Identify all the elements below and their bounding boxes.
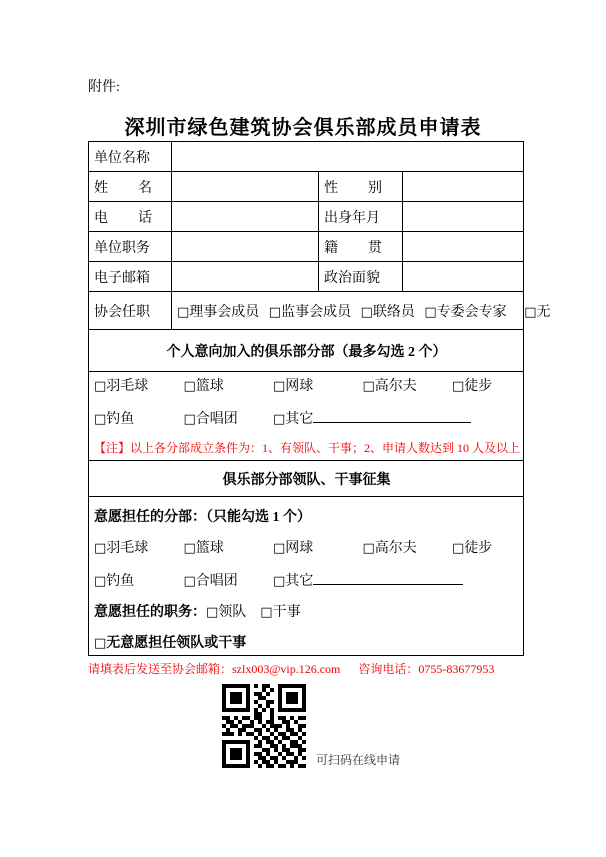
checkbox-option-officer[interactable]: □干事 <box>260 605 301 620</box>
association-email: szlx003@vip.126.com <box>232 662 341 676</box>
other-fill-in-blank[interactable] <box>313 408 471 423</box>
birth-value[interactable] <box>403 202 524 232</box>
page-title: 深圳市绿色建筑协会俱乐部成员申请表 <box>124 117 482 139</box>
unit-name-value[interactable] <box>172 142 524 172</box>
checkbox-option-none[interactable]: □无 <box>524 304 551 320</box>
birth-label: 出身年月 <box>319 202 403 232</box>
leader-branch-label: 意愿担任的分部：（只能勾选 1 个） <box>94 510 311 525</box>
send-instruction: 请填表后发送至协会邮箱： <box>88 662 233 676</box>
phone-label: 电话 <box>94 210 152 226</box>
table-row <box>89 232 524 262</box>
checkbox-option-golf[interactable]: □高尔夫 <box>362 378 417 394</box>
checkbox-option-hiking[interactable]: □徒步 <box>452 378 493 394</box>
checkbox-option-supervisor[interactable]: □监事会成员 <box>268 304 352 320</box>
application-form-table <box>88 141 551 656</box>
checkbox-option-basketball[interactable]: □篮球 <box>183 541 224 556</box>
qr-section <box>222 684 400 768</box>
checkbox-icon: □ <box>273 411 286 427</box>
checkbox-option-leader[interactable]: □领队 <box>206 605 247 620</box>
phone-value[interactable] <box>172 202 319 232</box>
checkbox-icon: □ <box>452 378 465 394</box>
section-join-header: 个人意向加入的俱乐部分部（最多勾选 2 个） <box>89 330 524 372</box>
checkbox-option-other[interactable]: □其它 <box>273 411 314 427</box>
table-row <box>89 497 524 656</box>
gender-label: 性别 <box>324 180 382 196</box>
checkbox-option-expert[interactable]: □专委会专家 <box>424 304 507 320</box>
unit-name-label: 单位名称 <box>89 142 172 172</box>
section-leader-header: 俱乐部分部领队、干事征集 <box>89 461 524 497</box>
leader-options-row2 <box>94 570 519 591</box>
checkbox-icon: □ <box>362 378 375 394</box>
checkbox-icon: □ <box>362 541 375 556</box>
checkbox-option-choir[interactable]: □合唱团 <box>183 411 238 427</box>
name-label: 姓名 <box>94 180 152 196</box>
table-row <box>89 262 524 292</box>
checkbox-icon: □ <box>94 574 107 589</box>
checkbox-option-choir[interactable]: □合唱团 <box>183 574 238 589</box>
checkbox-icon: □ <box>177 304 190 320</box>
checkbox-option-other[interactable]: □其它 <box>273 574 314 589</box>
checkbox-option-badminton[interactable]: □羽毛球 <box>94 378 149 394</box>
checkbox-option-fishing[interactable]: □钓鱼 <box>94 411 135 427</box>
checkbox-icon: □ <box>206 605 219 620</box>
checkbox-icon: □ <box>424 304 437 320</box>
table-row <box>89 142 524 172</box>
unit-title-label: 单位职务 <box>89 232 172 262</box>
checkbox-icon: □ <box>268 304 282 320</box>
other-fill-in-blank[interactable] <box>313 570 463 585</box>
footer-contact-line <box>88 660 558 677</box>
checkbox-icon: □ <box>183 411 196 427</box>
leader-options-row1 <box>94 539 519 558</box>
table-row <box>89 202 524 232</box>
checkbox-icon: □ <box>452 541 465 556</box>
table-row <box>89 292 524 330</box>
checkbox-icon: □ <box>524 304 537 320</box>
qr-caption: 可扫码在线申请 <box>316 753 401 767</box>
gender-value[interactable] <box>403 172 524 202</box>
checkbox-option-tennis[interactable]: □网球 <box>273 378 314 394</box>
email-label: 电子邮箱 <box>89 262 172 292</box>
attachment-label: 附件: <box>88 80 120 95</box>
join-options-row1 <box>94 377 519 396</box>
political-value[interactable] <box>403 262 524 292</box>
checkbox-icon: □ <box>183 541 196 556</box>
table-row <box>89 330 524 372</box>
checkbox-option-tennis[interactable]: □网球 <box>273 541 314 556</box>
leader-position-line <box>94 603 519 622</box>
checkbox-icon: □ <box>183 378 196 394</box>
native-place-value[interactable] <box>403 232 524 262</box>
join-section-note: 【注】以上各分部成立条件为：1、有领队、干事；2、申请人数达到 10 人及以上 <box>94 440 521 455</box>
native-place-label: 籍贯 <box>324 240 382 256</box>
table-row <box>89 372 524 461</box>
position-label: 意愿担任的职务： <box>94 605 206 620</box>
checkbox-option-board[interactable]: □理事会成员 <box>177 304 260 320</box>
phone-label: 咨询电话： <box>358 662 419 676</box>
checkbox-option-fishing[interactable]: □钓鱼 <box>94 574 135 589</box>
checkbox-option-badminton[interactable]: □羽毛球 <box>94 541 149 556</box>
checkbox-icon: □ <box>183 574 196 589</box>
email-value[interactable] <box>172 262 319 292</box>
qr-code <box>222 684 306 768</box>
no-wish-line <box>94 634 519 653</box>
checkbox-option-basketball[interactable]: □篮球 <box>183 378 224 394</box>
checkbox-option-no-wish[interactable]: □无意愿担任领队或干事 <box>94 636 247 651</box>
checkbox-icon: □ <box>360 304 373 320</box>
join-options-row2 <box>94 408 519 429</box>
name-value[interactable] <box>172 172 319 202</box>
checkbox-option-hiking[interactable]: □徒步 <box>452 541 493 556</box>
checkbox-icon: □ <box>273 574 286 589</box>
checkbox-icon: □ <box>273 378 286 394</box>
checkbox-icon: □ <box>94 378 107 394</box>
table-row <box>89 461 524 497</box>
checkbox-icon: □ <box>94 636 107 651</box>
unit-title-value[interactable] <box>172 232 319 262</box>
table-row <box>89 172 524 202</box>
checkbox-option-golf[interactable]: □高尔夫 <box>362 541 417 556</box>
checkbox-icon: □ <box>94 411 107 427</box>
phone-number: 0755-83677953 <box>418 662 495 676</box>
political-label: 政治面貌 <box>319 262 403 292</box>
checkbox-icon: □ <box>260 605 273 620</box>
checkbox-option-liaison[interactable]: □联络员 <box>360 304 415 320</box>
checkbox-icon: □ <box>273 541 286 556</box>
checkbox-icon: □ <box>94 541 107 556</box>
association-role-label: 协会任职 <box>89 292 172 330</box>
